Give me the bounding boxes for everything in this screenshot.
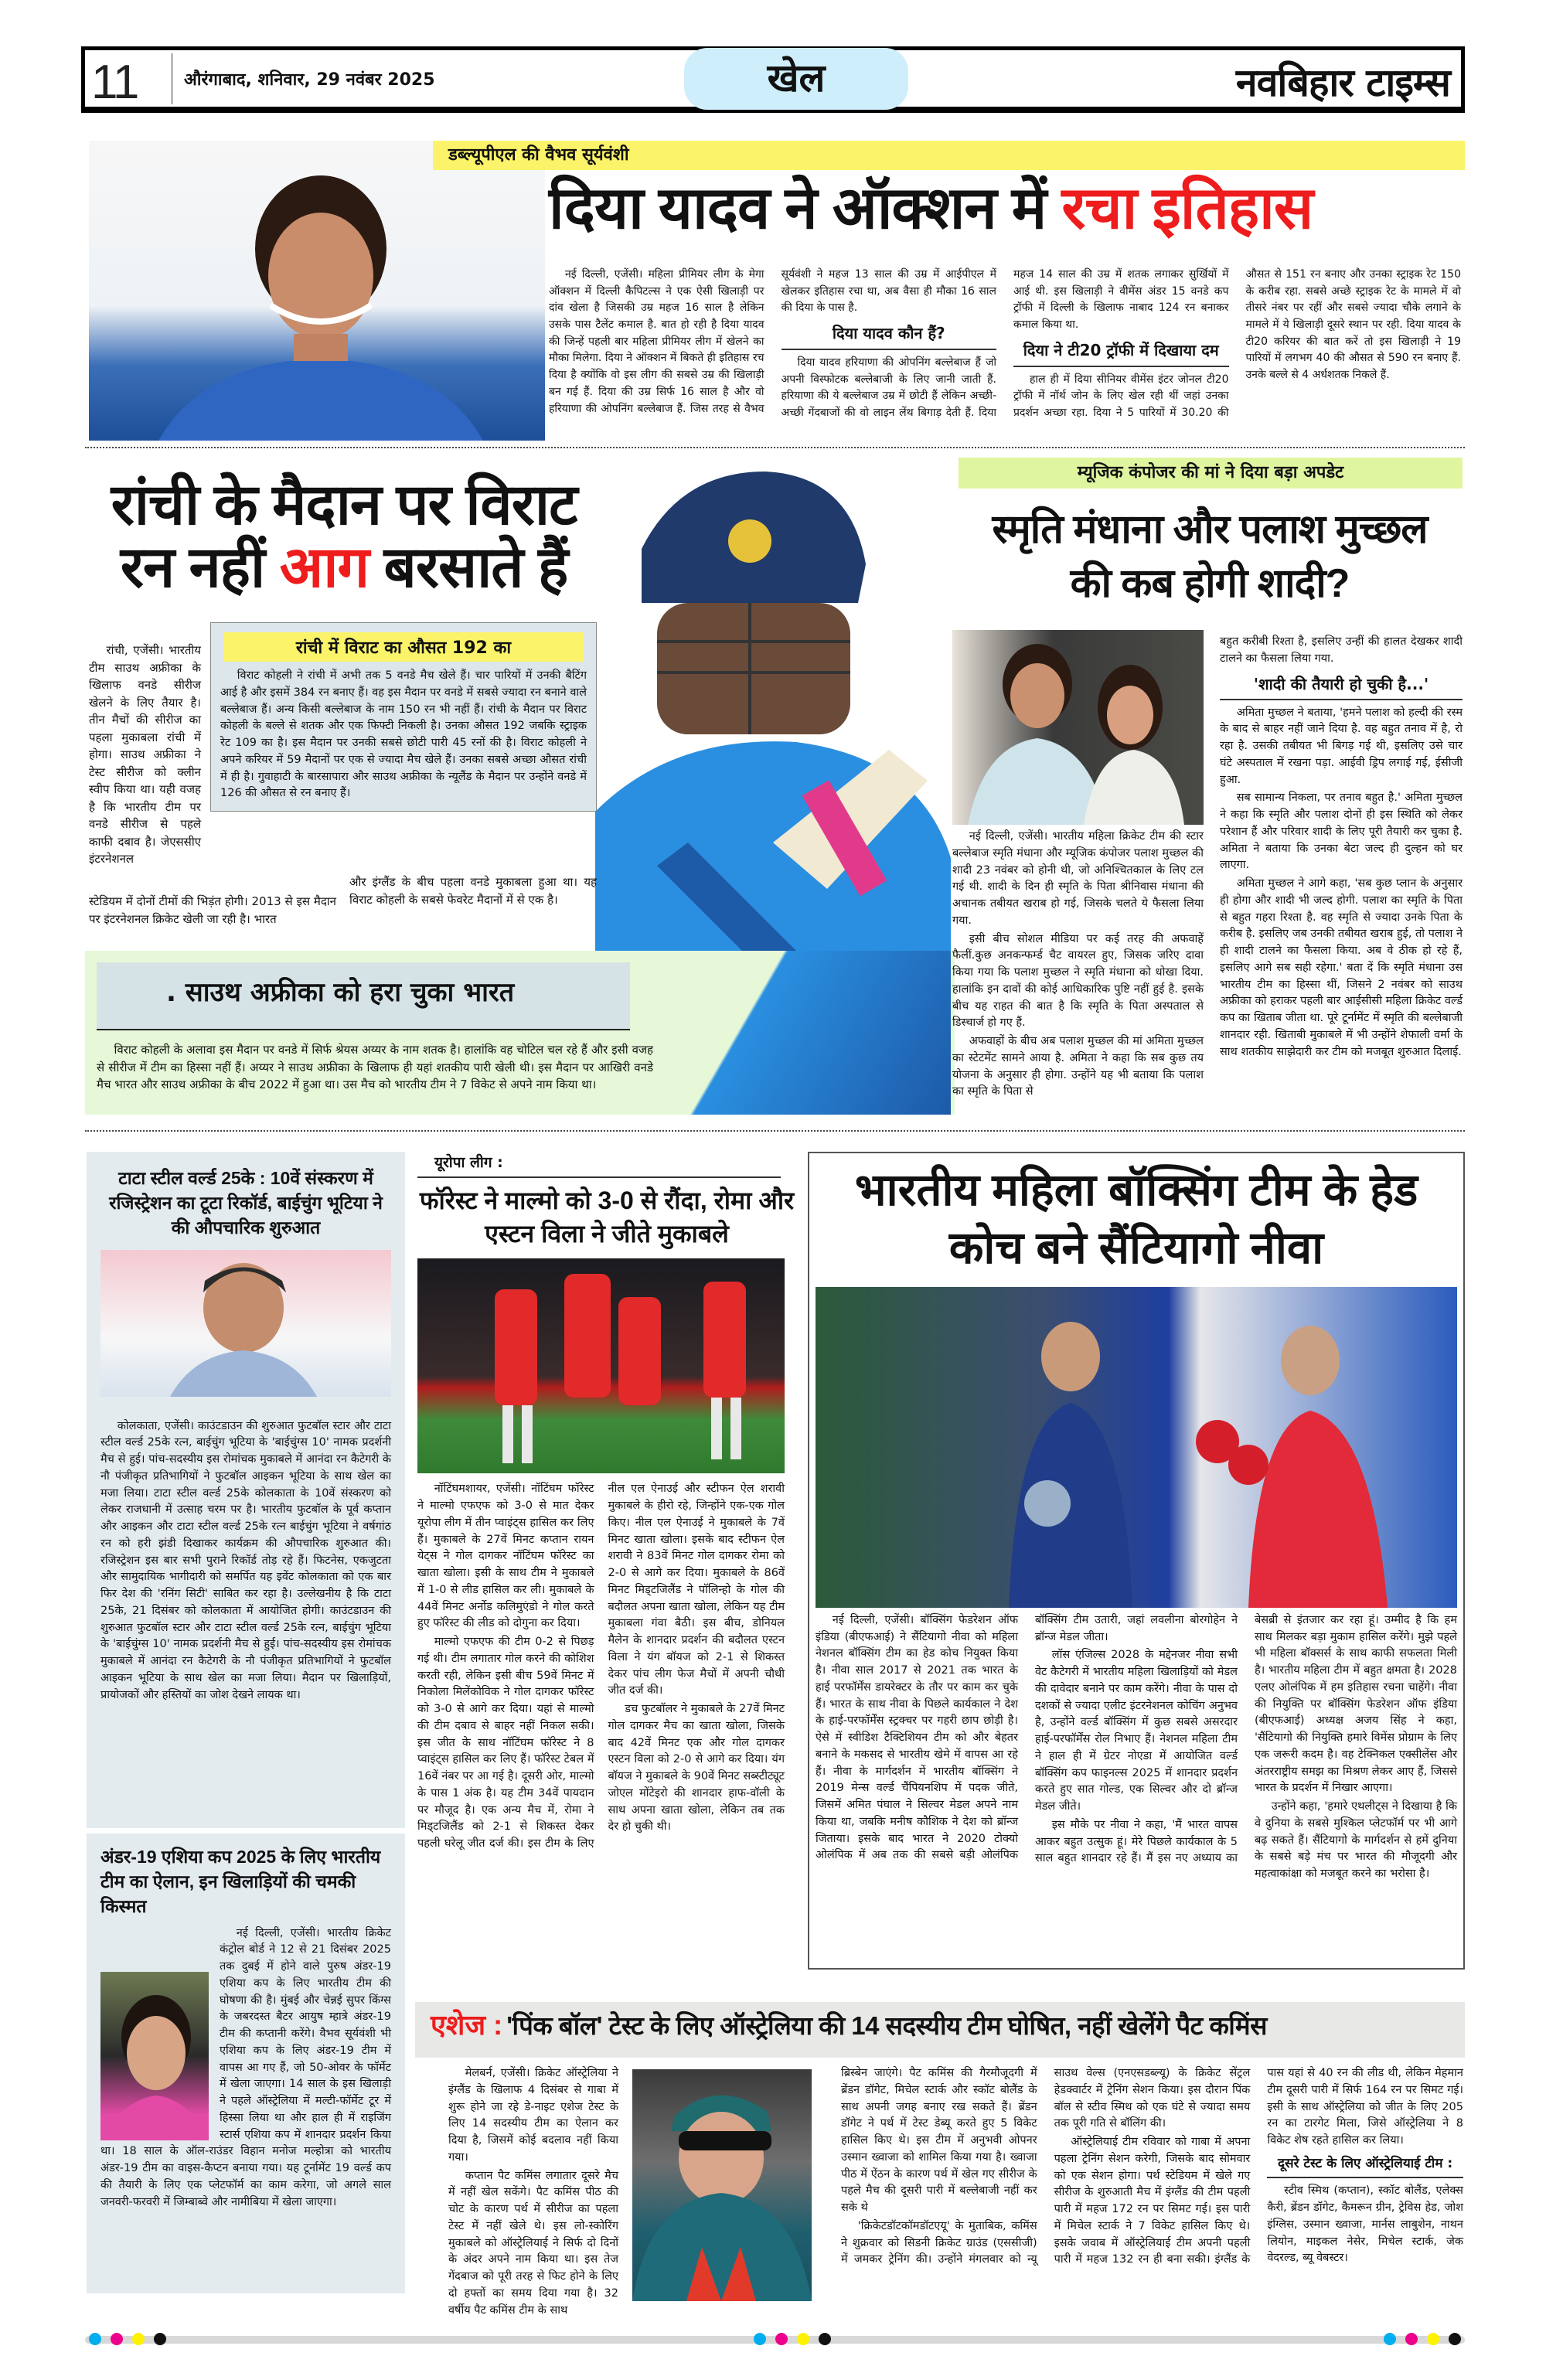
smriti-right-column [1220,634,1463,1101]
virat-photo-overlap [673,951,951,1115]
paragraph: मेलबर्न, एजेंसी। क्रिकेट ऑस्ट्रेलिया ने इंग्लैंड के खिलाफ 4 दिसंबर से गाबा में शुरू होने जा रहे डे-नाइट एशेज टेस्ट के लिए 14 सदस्यीय टीम का ऐलान कर दिया है, जिसमें कोई बदलाव नहीं किया गया। [448,2067,618,2164]
paragraph: स्टेडियम में दोनों टीमों की भिड़ंत होगी। 2013 से इस मैदान पर इंटरनेशनल क्रिकेट खेली जा रही है। भारत [89,894,336,926]
paragraph: नई दिल्ली, एजेंसी। बॉक्सिंग फेडरेशन ऑफ इंडिया (बीएफआई) ने सैंटियागो नीवा को महिला नेशनल बॉक्सिंग टीम का हेड कोच नियुक्त किया है। नीवा साल 2017 से 2021 तक भारत के हाई परफॉर्मेंस डायरेक्टर के तौर पर काम कर चुके हैं। भारत के साथ नीवा के पिछले कार्यकाल ने देश के हाई-परफॉर्मेंस स्ट्रक्चर पर गहरी छाप छोड़ी है। ऐसे में स्वीडिश टैक्टिशियन टीम को और बेहतर बनाने के मकसद से भारतीय खेमे में वापस आ रहे हैं। नीवा के मार्गदर्शन में भारतीय बॉक्सिंग ने 2019 मेन्स वर्ल्ड चैंपियनशिप में पदक जीते, जिसमें अमित पंघाल ने सिल्वर मेडल अपने नाम किया था, जबकि मनीष कौशिक ने देश को ब्रॉन्ज जिताया। इसके बाद भारत ने 2020 टोक्यो ओलंपिक में अब तक की सबसे बड़ी ओलंपिक बॉक्सिंग टीम उतारी, जहां लवलीना बोरगोहेन ने ब्रॉन्ज मेडल जीता। [816,1613,1238,1862]
headline-line: की कब होगी शादी? [1070,561,1350,607]
color-registration-marks-left [89,2333,166,2345]
boxing-body [816,1612,1457,1956]
color-registration-marks-right [1384,2333,1461,2345]
subheading: दूसरे टेस्ट के लिए ऑस्ट्रेलियाई टीम : [1267,2154,1463,2179]
color-registration-marks-center [754,2333,831,2345]
headline-part: रन नहीं [120,535,265,600]
portrait-illustration [632,2069,812,2301]
dotted-divider [85,447,1465,448]
ashes-right-columns [841,2065,1463,2301]
paragraph: कोलकाता, एजेंसी। काउंटडाउन की शुरुआत फुटबॉल स्टार और टाटा स्टील वर्ल्ड 25के रत्न, बाईचुंग भूटिया के 'बाईचुंग्स 10' नामक प्रदर्शनी मैच से हुई। पांच-सदस्यीय इस रोमांचक मुकाबले में आनंदा रन कैटेगरी के नौ पंजीकृत प्रतिभागियों ने फुटबॉल आइकन भूटिया के साथ खेल का मजा लिया। टाटा स्टील वर्ल्ड 25के कोलकाता के 10वें संस्करण को लेकर राजधानी में उत्साह चरम पर है। भारतीय फुटबॉल के पूर्व कप्तान और आइकन और टाटा स्टील वर्ल्ड 25के रत्न बाईचुंग भूटिया ने वर्षगांठ रन को हरी झंडी दिखाकर कार्यक्रम की औपचारिक शुरुआत की। रजिस्ट्रेशन इस बार सभी पुराने रिकॉर्ड तोड़ रहे हैं। फिटनेस, एकजुटता और सामुदायिक भागीदारी को समर्पित यह इवेंट कोलकाता को एक बार फिर देश की 'रनिंग सिटी' साबित कर रहा है। उल्लेखनीय है कि टाटा 25के, 21 दिसंबर को कोलकाता में आयोजित होगी। काउंटडाउन की शुरुआत फुटबॉल स्टार और टाटा स्टील वर्ल्ड 25के रत्न, बाईचुंग भूटिया के 'बाईचुंग्स 10' नामक प्रदर्शनी मैच से हुई। पांच-सदस्यीय इस रोमांचक मुकाबले में आनंदा रन कैटेगरी के नौ पंजीकृत प्रतिभागियों ने फुटबॉल आइकन भूटिया के साथ खेल का मजा लिया। मैदान पर खिलाड़ियों, प्रायोजकों और हस्तियों का जोश देखने लायक था। [100,1419,391,1701]
virat-headline [89,473,599,599]
virat-stats-box [210,622,597,812]
diya-headline [549,176,1465,241]
headline-line: स्मृति मंधाना और पलाश मुच्छल [992,507,1428,552]
smriti-palash-photo [952,630,1204,825]
paragraph: नॉटिंघमशायर, एजेंसी। नॉटिंघम फॉरेस्ट ने माल्मो एफएफ को 3-0 से मात देकर यूरोपा लीग में तीन प्वाइंट्स हासिल कर लिए हैं। मुकाबले के 27वें मिनट कप्तान रायन येट्स ने गोल दागकर नॉटिंघम फॉरेस्ट का खाता खोला। इसी के साथ टीम ने मुकाबले में 1-0 से लीड हासिल कर ली। मुकाबले के 44वें मिनट अर्नोड कलिमुएंडो ने गोल करते हुए फॉरेस्ट की लीड को दोगुना कर दिया। [417,1483,594,1630]
page-number: 11 [91,56,138,109]
football-match-photo [417,1258,785,1473]
tata-headline: टाटा स्टील वर्ल्ड 25के : 10वें संस्करण में रजिस्ट्रेशन का टूटा रिकॉर्ड, बाईचुंग भूटिया ने की औपचारिक शुरुआत [109,1168,383,1238]
paragraph: विराट कोहली के अलावा इस मैदान पर वनडे में सिर्फ श्रेयस अय्यर के नाम शतक है। हालांकि वह चोटिल चल रहे हैं और इसी वजह से सीरीज में टीम का हिस्सा नहीं हैं। अय्यर ने साउथ अफ्रीका के खिलाफ ही यहां शतकीय पारी खेली थी। इस मैदान पर आखिरी वनडे मैच भारत और साउथ अफ्रीका के बीच 2022 में हुआ था। उस मैच को भारतीय टीम ने 7 विकेट से अपने नाम किया था। [97,1043,653,1091]
football-headline: फॉरेस्ट ने माल्मो को 3-0 से रौंदा, रोमा और एस्टन विला ने जीते मुकाबले [419,1187,795,1248]
paragraph: बहुत करीबी रिश्ता है, इसलिए उन्हीं की हालत देखकर शादी टालने का फैसला लिया गया. [1220,635,1463,665]
kicker-text: म्यूजिक कंपोजर की मां ने दिया बड़ा अपडेट [1077,463,1344,482]
bhaichung-bhutia-photo [100,1250,391,1397]
under19-headline: अंडर-19 एशिया कप 2025 के लिए भारतीय टीम का ऐलान, इन खिलाड़ियों की चमकी किस्मत [100,1847,381,1917]
paragraph: इसी बीच सोशल मीडिया पर कई तरह की अफवाहें फैलीं.कुछ अनकन्फर्म्ड चैट वायरल हुए, जिसक जरिए दावा किया गया कि पलाश मुच्छल ने स्मृति मंधाना को धोखा दिया. हालांकि इन दावों की कोई आधिकारिक पुष्टि नहीं हुई है. इसके बीच यह राहत की बात है कि स्मृति के पिता अस्पताल से डिस्चार्ज हो गए हैं. [952,932,1204,1030]
section-divider [85,1130,1465,1132]
paragraph: विराट कोहली ने रांची में अभी तक 5 वनडे मैच खेले हैं। चार पारियों में उनकी बैटिंग आई है और इसमें 384 रन बनाए हैं। वह इस मैदान पर वनडे में सबसे ज्यादा रन बनाने वाले बल्लेबाज हैं। अन्य किसी बल्लेबाज के नाम 150 रन भी नहीं हैं। रांची के मैदान पर विराट कोहली के बल्ले से शतक और एक फिफ्टी निकली है। उनका औसत 192 जबकि स्ट्राइक रेट 109 का है। इस मैदान पर उनकी सबसे छोटी पारी 45 रनों की है। विराट कोहली ने अपने करियर में 59 मैदानों पर एक से ज्यादा मैच खेले हैं। उनका सबसे अच्छा औसत रांची में ही है। गुवाहाटी के बारसापारा और साउथ अफ्रीका के न्यूलैंड के मैदान पर उन्होंने वनडे में 126 की औसत से रन बनाए हैं। [220,669,587,800]
paragraph: नई दिल्ली, एजेंसी। महिला प्रीमियर लीग के मेगा ऑक्शन में दिल्ली कैपिटल्स ने एक ऐसी खिलाड़ी पर दांव खेला है जिसकी उम्र महज 16 साल है लेकिन उसके पास टैलेंट कमाल है. बात हो रही है दिया यादव की जिन्हें पहली बार महिला प्रीमियर लीग में खेलने का मौका मिलेगा. दिया ने ऑक्शन में बिकते ही इतिहास रच दिया है क्योंकि वो इस लीग की सबसे उम्र की खिलाड़ी बन गई हैं. दिया की उम्र सिर्फ 16 साल है और वो हरियाणा की ओपनिंग बल्लेबाज हैं. जिस तरह से वैभव सूर्यवंशी ने महज 13 साल की उम्र में आईपीएल में खेलकर इतिहास रचा था, अब वैसा ही मौका 16 साल की दिया के पास है. [549,268,996,415]
ashes-headline: 'पिंक बॉल' टेस्ट के लिए ऑस्ट्रेलिया की 14 सदस्यीय टीम घोषित, नहीं खेलेंगे पैट कमिंस [506,2011,1267,2040]
paragraph: उन्होंने कहा, 'हमारे एथलीट्स ने दिखाया है कि वे दुनिया के सबसे मुश्किल प्लेटफॉर्म पर भी आगे बढ़ सकते हैं। सैंटियागो के मार्गदर्शन से हमें दुनिया के सबसे बड़े मंच पर भारत की मौजूदगी और महत्वाकांक्षा को मजबूत करने का भरोसा है। [1255,1800,1457,1881]
paragraph: रांची, एजेंसी। भारतीय टीम साउथ अफ्रीका के खिलाफ वनडे सीरीज खेलने के लिए तैयार है। तीन मैचों की सीरीज का पहला मुकाबला रांची में होगा। साउथ अफ्रीका ने टेस्ट सीरीज को क्लीन स्वीप किया था। यही वजह है कि भारतीय टीम पर वनडे सीरीज से पहले काफी दबाव है। जेएससीए इंटरनेशनल [89,643,201,866]
paragraph: और इंग्लैंड के बीच पहला वनडे मुकाबला हुआ था। यह विराट कोहली के सबसे फेवरेट मैदानों में से एक है। [349,875,597,907]
ashes-headline-bar [415,2002,1465,2058]
headline-line: रांची के मैदान पर विराट [111,472,577,536]
pat-cummins-photo [632,2069,812,2301]
paragraph: लॉस एंजिल्स 2028 के मद्देनजर नीवा सभी वेट कैटेगरी में भारतीय महिला खिलाड़ियों को मेडल की दावेदार बनाने पर काम करेंगे। नीवा के पास दो दशकों से ज्यादा एलीट इंटरनेशनल कोचिंग अनुभव है, उन्होंने वर्ल्ड बॉक्सिंग में कुछ सबसे असरदार हाई-परफॉर्मेंस रोल निभाए हैं। नेशनल महिला टीम ने हाल ही में ग्रेटर नोएडा में आयोजित वर्ल्ड बॉक्सिंग कप फाइनल्स 2025 में शानदार प्रदर्शन करते हुए सात गोल्ड, एक सिल्वर और दो ब्रॉन्ज मेडल जीते। [1035,1649,1238,1813]
paragraph: नई दिल्ली, एजेंसी। भारतीय क्रिकेट कंट्रोल बोर्ड ने 12 से 21 दिसंबर 2025 तक दुबई में होने वाले पुरुष अंडर-19 एशिया कप के लिए भारतीय टीम की घोषणा की है। मुंबई और चेन्नई सुपर किंग्स के जबरदस्त बैटर आयुष म्हात्रे अंडर-19 टीम की कप्तानी करेंगे। वैभव सूर्यवंशी भी एशिया कप के लिए अंडर-19 टीम में वापस आ गए हैं, जो 50-ओवर के फॉर्मेट में खेला जाएगा। 14 साल के इस खिलाड़ी ने पहले ऑस्ट्रेलिया में मल्टी-फॉर्मेट टूर में हिस्सा लिया था और हाल ही में राइजिंग स्टार्स एशिया कप में शानदार प्रदर्शन किया था। 18 साल के ऑल-राउंडर विहान मनोज मल्होत्रा को भारतीय अंडर-19 टीम का वाइस-कैप्टन बनाया गया। यह टूर्नामेंट 19 वर्ल्ड कप की तैयारी के लिए एक प्लेटफॉर्म का काम करेगा, जो अगले साल जनवरी-फरवरी में जिम्बाब्वे और नामीबिया में खेला जाएगा। [100,1926,391,2208]
smriti-kicker [959,458,1463,489]
heading-text: . साउथ अफ्रीका को हरा चुका भारत [166,977,515,1008]
virat-bottom-left [89,893,336,933]
paragraph: अमिता मुच्छल ने आगे कहा, 'सब कुछ प्लान के अनुसार ही होगा और शादी भी जल्द होगी. पलाश का स्मृति के पिता से बहुत गहरा रिश्ता है. वह स्मृति से ज्यादा उनके पिता के करीब है. इसलिए जब उनकी तबीयत खराब हुई, तो पलाश ने ही शादी टालने का फैसला किया. अब वे ठीक हो रहे हैं, इसलिए आगे सब सही रहेगा.' बता दें कि स्मृति मंधाना उस भारतीय टीम का हिस्सा थीं, जिसने 2 नवंबर को साउथ अफ्रीका को हराकर पहली बार आईसीसी महिला क्रिकेट वर्ल्ड कप का खिताब जीता था. पूरे टूर्नामेंट में स्मृति की बल्लेबाजी शानदार रही. खिताबी मुकाबले में भी उन्होंने शेफाली वर्मा के साथ शतकीय साझेदारी कर टीम को मजबूत शुरुआत दिलाई. [1220,877,1463,1058]
football-body [417,1481,785,1960]
paragraph: ऑस्ट्रेलियाई टीम रविवार को गाबा में अपना पहला ट्रेनिंग सेशन करेगी, जिसके बाद सोमवार को एक सेशन होगा। पर्थ स्टेडियम में खेले गए सीरीज के शुरुआती मैच में इंग्लैंड की टीम पहली पारी में महज 172 रन पर सिमट गई। इस पारी में मिचेल स्टार्क ने 7 विकेट हासिल किए थे। इसके जवाब में ऑस्ट्रेलियाई टीम अपनी पहली पारी में महज 132 रन ही बना सकी। इंग्लैंड के पास यहां से 40 रन की लीड थी, लेकिन मेहमान टीम दूसरी पारी में सिर्फ 164 रन पर सिमट गई। इसी के साथ ऑस्ट्रेलिया को जीत के लिए 205 रन का टारगेट मिला, जिसे ऑस्ट्रेलिया ने 8 विकेट शेष रहते हासिल कर लिया। [1054,2067,1463,2266]
virat-bottom-right [349,873,597,931]
tata-steel-article [87,1152,405,1828]
football-kicker: यूरोपा लीग : [417,1152,781,1178]
subheading: दिया यादव कौन हैं? [782,322,997,350]
tata-body [100,1418,391,1805]
boxing-illustration [816,1287,1457,1608]
south-africa-text [97,1041,653,1107]
portrait-illustration [100,1250,391,1397]
kicker-text: डब्ल्यूपीएल की वैभव सूर्यवंशी [448,145,629,165]
subheading: 'शादी की तैयारी हो चुकी है...' [1220,672,1463,700]
boxing-article [808,1152,1465,1970]
paragraph: दिया यादव हरियाणा की ओपनिंग बल्लेबाज हैं जो अपनी विस्फोटक बल्लेबाजी के लिए जानी जाती हैं. हरियाणा की ये बल्लेबाज उम्र में छोटी हैं लेकिन अच्छी-अच्छी गेंदबाजों की वो लाइन लेंथ बिगाड़ देती हैं. दिया महज 14 साल की उम्र में शतक लगाकर सुर्खियों में आई थी. इस खिलाड़ी ने वीमेंस अंडर 15 वनडे कप ट्रॉफी में दिल्ली के खिलाफ नाबाद 124 रन बनाकर कमाल किया था. [781,268,1229,420]
headline-red: आग [279,535,369,600]
diya-article-body [549,267,1461,438]
paragraph: डच फुटबॉलर ने मुकाबले के 27वें मिनट गोल दागकर मैच का खाता खोला, जिसके बाद 42वें मिनट एक और गोल दागकर एस्टन विला को 2-0 से आगे कर दिया। यंग बॉयज ने मुकाबले के 90वें मिनट सब्स्टीट्यूट जोएल मोंटेइरो की शानदार हाफ-वॉली के साथ अपना खाता खोला, लेकिन तब तक देर हो चुकी थी। [608,1703,785,1834]
paragraph: इस मौके पर नीवा ने कहा, 'मैं भारत वापस आकर बहुत उत्सुक हूं। मेरे पिछले कार्यकाल के 5 साल बहुत शानदार रहे हैं। मैं इस नए अध्याय का बेसब्री से इंतजार कर रहा हूं। उम्मीद है कि हम साथ मिलकर बड़ा मुकाम हासिल करेंगे। मुझे पहले भी महिला बॉक्सर्स के साथ काफी सफलता मिली है। भारतीय महिला टीम में बहुत क्षमता है। 2028 एलए ओलंपिक में हम इतिहास रचना चाहेंगे। नीवा की नियुक्ति पर बॉक्सिंग फेडरेशन ऑफ इंडिया (बीएफआई) अध्यक्ष अजय सिंह ने कहा, 'सैंटियागो की नियुक्ति हमारे विमेंस प्रोग्राम के लिए एक जरूरी कदम है। वह टेक्निकल एक्सीलेंस और अंतरराष्ट्रीय समझ का मिश्रण लेकर आए हैं, जिससे भारत के प्रदर्शन में निखार आएगा। [1035,1613,1457,1865]
paragraph: 'क्रिकेटडॉटकॉमडॉटएयू' के मुताबिक, कमिंस ने शुक्रवार को सिडनी क्रिकेट ग्राउंड (एससीजी) में जमकर ट्रेनिंग की। उन्होंने मंगलवार को न्यू साउथ वेल्स (एनएसडब्ल्यू) के क्रिकेट सेंट्रल हेडक्वार्टर में ट्रेनिंग सेशन किया। इस दौरान पिंक बॉल से स्टीव स्मिथ को एक घंटे से ज्यादा समय तक पूरी गति से बॉलिंग की। [841,2067,1251,2266]
diya-yadav-photo [89,141,545,441]
headline-black: दिया यादव ने ऑक्शन में [549,175,1047,241]
paragraph: सब सामान्य निकला, पर तनाव बहुत है.' अमिता मुच्छल ने कहा कि स्मृति और पलाश दोनों ही इस स्थिति को लेकर परेशान हैं और परिवार शादी के लिए पूरी तैयारी कर चुका है. अमिता ने बताया कि उनका बेटा जल्द ही दुल्हन को घर लाएगा. [1220,792,1463,872]
stats-box-title: रांची में विराट का औसत 192 का [223,632,584,662]
couple-illustration [952,630,1204,825]
diya-kicker [433,141,1465,170]
paragraph: अफवाहों के बीच अब पलाश मुच्छल की मां अमिता मुच्छल का स्टेटमेंट सामने आया है. अमिता ने कहा कि सब कुछ तय योजना के अनुसार ही होगा. उन्होंने यह भी बताया कि पलाश का स्मृति के पिता से [952,1035,1204,1098]
subheading: दिया ने टी20 ट्रॉफी में दिखाया दम [1013,339,1229,367]
under19-article [87,1834,405,2293]
section-title: खेल [767,56,826,100]
paragraph: कप्तान पैट कमिंस लगातार दूसरे मैच में नहीं खेल सकेंगे। पैट कमिंस पीठ की चोट के कारण पर्थ में सीरीज का पहला टेस्ट में नहीं खेले थे। इस लो-स्कोरिंग मुकाबले को ऑस्ट्रेलियाई ने सिर्फ दो दिनों के अंदर अपने नाम किया था। इस तेज गेंदबाज को पूरी तरह से फिट होने के लिए दो हफ्तों का समय दिया गया है। 32 वर्षीय पैट कमिंस टीम के साथ [448,2169,618,2317]
virat-narrow-column [89,642,201,893]
headline-red: रचा इतिहास [1061,175,1313,241]
paragraph: अमिता मुच्छल ने बताया, 'हमने पलाश को हल्दी की रस्म के बाद से बाहर नहीं जाने दिया है. वह बहुत तनाव में है, रो रहा है. उसकी तबीयत भी बिगड़ गई थी, इसलिए उसे चार घंटे अस्पताल में रखना पड़ा. आईवी ड्रिप लगाई गई, ईसीजी हुआ. [1220,706,1463,786]
dateline: औरंगाबाद, शनिवार, 29 नवंबर 2025 [184,70,435,90]
ashes-left-column [448,2065,618,2317]
squad-list: स्टीव स्मिथ (कप्तान), स्कॉट बोलैंड, एलेक्स कैरी, ब्रेंडन डॉगेट, कैमरून ग्रीन, ट्रेविस हेड, जोश इंग्लिस, उस्मान ख्वाजा, मार्नस लाबुशेन, नाथन लियोन, माइकल नेसेर, मिचेल स्टार्क, जेक वेदरल्ड, ब्यू वेबस्टर। [1267,2184,1463,2265]
football-article [417,1152,796,1983]
paragraph: नई दिल्ली, एजेंसी। भारतीय महिला क्रिकेट टीम की स्टार बल्लेबाज स्मृति मंधाना और म्यूजिक कंपोजर पलाश मुच्छल की शादी 23 नवंबर को होनी थी, जो अनिश्चितकाल के लिए टल गई थी. शादी के दिन ही स्मृति के पिता श्रीनिवास मंधाना की अचानक तबीयत खराब हो गई, जिसके चलते ये फैसला लिया गया. [952,830,1204,927]
stats-box-text [220,668,587,803]
smriti-left-column [952,829,1204,1101]
headline-part: बरसाते हैं [383,535,568,600]
boxing-headline: भारतीय महिला बॉक्सिंग टीम के हेड कोच बने सैंटियागो नीवा [854,1165,1418,1274]
masthead [81,46,1465,113]
paper-name: नवबिहार टाइम्स [1235,60,1450,105]
players-illustration [417,1258,785,1473]
portrait-illustration [100,1972,209,2140]
section-label [684,48,908,110]
boxing-coach-photo [816,1287,1457,1608]
portrait-illustration [89,141,545,441]
paragraph: ब्रिस्बेन जाएंगे। पैट कमिंस की गैरमौजूदगी में ब्रेंडन डॉगेट, मिचेल स्टार्क और स्कॉट बोलैंड के साथ अपनी जगह बनाए रख सकते हैं। ब्रेंडन डॉगेट ने पर्थ में टेस्ट डेब्यू करते हुए 5 विकेट हासिल किए थे। इस टीम में अनुभवी ओपनर उस्मान ख्वाजा को शामिल किया गया है। ख्वाजा पीठ में ऐंठन के कारण पर्थ में खेल गए सीरीज के पहले मैच की दूसरी पारी में बल्लेबाजी नहीं कर सके थे [841,2067,1037,2214]
ashes-label: एशेज : [431,2009,503,2041]
vaibhav-suryavanshi-photo [100,1972,209,2140]
paragraph: माल्मो एफएफ की टीम 0-2 से पिछड़ गई थी। टीम लगातार गोल करने की कोशिश करती रही, लेकिन इसी बीच 59वें मिनट में निकोला मिलेंकोविक ने गोल दागकर फॉरेस्ट को 3-0 से आगे कर दिया। यहां से माल्मो की टीम दबाव से बाहर नहीं निकल सकी। इस जीत के साथ नॉटिंघम फॉरेस्ट ने 8 प्वाइंट्स हासिल कर लिए हैं। फॉरेस्ट टेबल में 16वें नंबर पर आ गई है। दूसरी ओर, माल्मो के पास 1 अंक है। यह टीम 34वें पायदान पर मौजूद है। एक अन्य मैच में, रोमा ने मिड्टजिलैंड को 2-1 से शिकस्त देकर पहली घरेलू जीत दर्ज की। इस टीम के लिए नील एल ऐनाउई और स्टीफन ऐल शरावी मुकाबले के हीरो रहे, जिन्होंने एक-एक गोल किए। नील एल ऐनाउई ने मुकाबले के 7वें मिनट खाता खोला। इसके बाद स्टीफन ऐल शरावी ने 83वें मिनट गोल दागकर रोमा को 2-0 से आगे कर दिया। मुकाबले के 86वें मिनट मिड्टजिलैंड ने पॉलिन्हो के गोल की बदौलत अपना खाता खोला, लेकिन यह टीम मुकाबला गंवा बैठी। इस बीच, डोनियल मैलेन के शानदार प्रदर्शन की बदौलत एस्टन विला ने यंग बॉयज को 2-1 से शिकस्त देकर पांच लीग फेज मैचों में अपनी चौथी जीत दर्ज की। [417,1483,785,1851]
smriti-headline [955,502,1465,611]
paragraph: हाल ही में दिया सीनियर वीमेंस इंटर जोनल टी20 ट्रॉफी में नॉर्थ जोन के लिए खेल रही थीं जहां उनका प्रदर्शन अच्छा रहा. दिया ने 5 पारियों में 30.20 की औसत से 151 रन बनाए और उनका स्ट्राइक रेट 150 के करीब रहा. सबसे अच्छे स्ट्राइक रेट के मामले में वो तीसरे नंबर पर रहीं और सबसे ज्यादा चौके लगाने के मामले में ये खिलाड़ी दूसरे स्थान पर रही. दिया यादव के टी20 करियर की बात करें तो इस खिलाड़ी ने 19 पारियों में लगभग 40 की औसत से 590 रन बनाए हैं. उनके बल्ले से 4 अर्धशतक निकले हैं. [1013,268,1461,420]
south-africa-heading [97,962,630,1030]
